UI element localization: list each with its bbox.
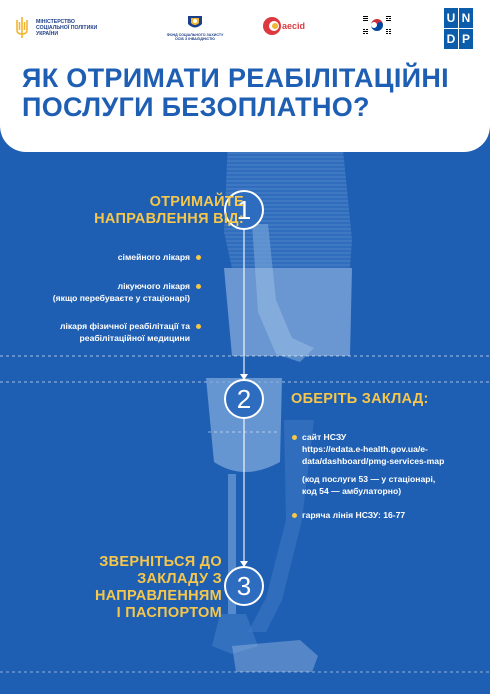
undp-letter-d: D (444, 29, 458, 49)
step-2-heading: ОБЕРІТЬ ЗАКЛАД: (291, 391, 429, 407)
trident-icon (14, 16, 30, 40)
referral-rehab-doctor (0, 320, 190, 344)
aecid-logo (262, 16, 318, 38)
korea-flag-icon (361, 13, 393, 37)
service-code-note: (код послуги 53 — у стаціонарі, код 54 — амбулаторно) (302, 474, 436, 496)
referral-attending-doctor-label: лікуючого лікаря (якщо перебуваєте у стаціонарі) (52, 281, 190, 303)
header (0, 0, 490, 152)
nszu-hotline-label: гаряча лінія НСЗУ: 16-77 (302, 510, 406, 520)
fund-emblem-icon (158, 14, 232, 32)
aecid-label: aecid (282, 21, 306, 31)
undp-letter-p: P (459, 29, 473, 49)
bullet-dot-icon (196, 284, 201, 289)
referral-family-doctor-label: сімейного лікаря (117, 252, 190, 262)
nszu-hotline-item (302, 509, 478, 521)
aecid-c-icon (262, 16, 282, 36)
referral-rehab-doctor-label: лікаря фізичної реабілітації та реабілітаційної медицини (60, 321, 190, 343)
step-3-heading: ЗВЕРНІТЬСЯ ДО ЗАКЛАДУ З НАПРАВЛЕННЯМ І ПАСПОРТОМ (94, 554, 222, 621)
fund-name: ФОНД СОЦІАЛЬНОГО ЗАХИСТУ ОСІБ З ІНВАЛІДНІСТЮ (166, 33, 224, 42)
step-2-badge: 2 (224, 379, 264, 419)
fund-logo (158, 14, 232, 42)
bullet-dot-icon (292, 513, 297, 518)
ministry-logo (14, 16, 132, 40)
step-1-heading: ОТРИМАЙТЕ НАПРАВЛЕННЯ ВІД: (94, 194, 244, 227)
page-title: ЯК ОТРИМАТИ РЕАБІЛІТАЦІЙНІ ПОСЛУГИ БЕЗОПЛАТНО? (22, 63, 449, 122)
referral-family-doctor (0, 251, 190, 263)
partner-logos (0, 0, 490, 52)
nszu-website-item (302, 431, 478, 497)
undp-letter-n: N (459, 8, 473, 28)
undp-logo (444, 8, 474, 52)
referral-attending-doctor (0, 280, 190, 304)
undp-letter-u: U (444, 8, 458, 28)
nszu-website-label: сайт НСЗУ (302, 432, 347, 442)
ministry-name: МІНІСТЕРСТВО СОЦІАЛЬНОЇ ПОЛІТИКИ УКРАЇНИ (36, 19, 98, 37)
bullet-dot-icon (292, 435, 297, 440)
step-1-badge: 1 (224, 190, 264, 230)
bullet-dot-icon (196, 255, 201, 260)
step-3-badge: 3 (224, 566, 264, 606)
bullet-dot-icon (196, 324, 201, 329)
korea-flag (361, 13, 393, 37)
nszu-website-link[interactable]: https://edata.e-health.gov.ua/e-data/dashboard/pmg-services-map (302, 444, 445, 466)
